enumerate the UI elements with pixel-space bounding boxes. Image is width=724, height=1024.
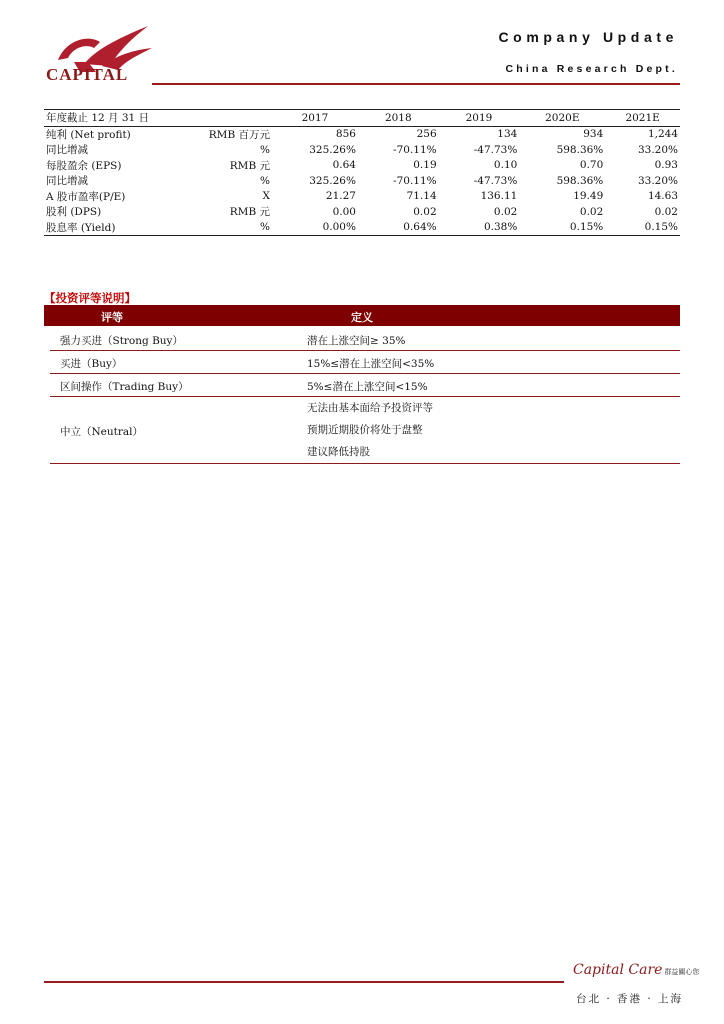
cell-value: 134: [497, 128, 518, 141]
capital-care-logo-cn: 群益關心您: [664, 968, 700, 976]
cell-value: 856: [335, 128, 356, 141]
cell-value: 19.49: [573, 190, 604, 203]
cell-value: 0.02: [579, 205, 604, 218]
rating-row-strong-buy: [50, 330, 680, 351]
rating-name: 买进（Buy）: [60, 358, 123, 370]
table-row: [44, 142, 680, 158]
footer-cities: 台北 · 香港 · 上海: [576, 993, 684, 1005]
year-2019: 2019: [465, 111, 493, 124]
table-row: [44, 173, 680, 189]
row-unit: %: [260, 221, 270, 234]
row-unit: RMB 元: [229, 206, 270, 219]
cell-value: 598.36%: [556, 174, 604, 187]
table-row: [44, 126, 680, 142]
definition-line: 建议降低持股: [307, 446, 370, 458]
rating-definition: 5%≤潜在上涨空间<15%: [307, 381, 428, 393]
cell-value: 598.36%: [556, 143, 604, 156]
financial-summary-table: [44, 109, 680, 236]
year-2017: 2017: [301, 111, 329, 124]
cell-value: 0.15%: [569, 221, 604, 234]
row-label: 股息率 (Yield): [46, 221, 116, 234]
row-unit: %: [260, 143, 270, 156]
cell-value: 325.26%: [309, 174, 356, 187]
cell-value: -47.73%: [473, 174, 518, 187]
rating-table-header: [44, 305, 680, 326]
cell-value: 0.15%: [644, 221, 678, 234]
cell-value: 0.64%: [403, 221, 437, 234]
rating-name: 强力买进（Strong Buy）: [60, 335, 183, 347]
rating-definition: 潜在上涨空间≥ 35%: [307, 335, 406, 347]
header-rule: [152, 83, 680, 85]
cell-value: 33.20%: [637, 143, 678, 156]
table-row: [44, 220, 680, 236]
cell-value: 21.27: [325, 190, 356, 203]
row-label: 纯利 (Net profit): [46, 128, 131, 141]
definition-line: 无法由基本面给予投资评等: [307, 402, 433, 414]
rating-definition: [307, 397, 433, 463]
cell-value: 0.02: [493, 205, 518, 218]
cell-value: -70.11%: [393, 143, 437, 156]
cell-value: 33.20%: [637, 174, 678, 187]
table-header-row: [44, 110, 680, 127]
table-row: [44, 204, 680, 220]
rating-section-title: 【投资评等说明】: [44, 291, 136, 305]
page-title: Company Update: [498, 29, 678, 45]
cell-value: -47.73%: [473, 143, 518, 156]
cell-value: 934: [583, 128, 604, 141]
capital-logo-text: CAPITAL: [46, 65, 129, 84]
cell-value: 0.02: [654, 205, 678, 218]
cell-value: -70.11%: [393, 174, 437, 187]
cell-value: 0.93: [654, 159, 678, 172]
rating-row-neutral: [50, 397, 680, 464]
cell-value: 0.02: [413, 205, 437, 218]
year-2020e: 2020E: [545, 111, 580, 124]
rating-name: 中立（Neutral）: [60, 426, 144, 438]
rating-row-buy: [50, 351, 680, 374]
table-row: [44, 189, 680, 205]
cell-value: 0.70: [579, 159, 604, 172]
row-unit: RMB 元: [229, 159, 270, 172]
year-2018: 2018: [384, 111, 412, 124]
row-label: 同比增减: [46, 175, 88, 188]
capital-care-logo: [573, 962, 699, 978]
rating-column-header: 评等: [101, 311, 123, 324]
definition-column-header: 定义: [351, 311, 373, 324]
cell-value: 0.00: [332, 205, 356, 218]
row-unit: RMB 百万元: [208, 128, 270, 141]
cell-value: 325.26%: [309, 143, 356, 156]
cell-value: 136.11: [480, 190, 518, 203]
row-label: 同比增减: [46, 144, 88, 157]
row-unit: X: [262, 190, 270, 203]
footer-rule: [44, 981, 564, 983]
capital-care-logo-text: Capital Care: [573, 962, 663, 978]
row-label: A 股市盈率(P/E): [46, 190, 126, 203]
row-label: 股利 (DPS): [46, 206, 102, 219]
cell-value: 0.10: [493, 159, 518, 172]
header-unit: [198, 110, 272, 127]
cell-value: 71.14: [406, 190, 437, 203]
page-subtitle: China Research Dept.: [505, 63, 678, 75]
cell-value: 14.63: [647, 190, 678, 203]
year-2021e: 2021E: [625, 111, 660, 124]
cell-value: 0.64: [332, 159, 356, 172]
header-label: 年度截止 12 月 31 日: [46, 112, 150, 125]
rating-definition: 15%≤潜在上涨空间<35%: [307, 358, 435, 370]
row-label: 每股盈余 (EPS): [46, 159, 122, 172]
cell-value: 256: [416, 128, 437, 141]
cell-value: 0.19: [413, 159, 437, 172]
rating-name: 区间操作（Trading Buy）: [60, 381, 189, 393]
cell-value: 1,244: [647, 128, 678, 141]
row-unit: %: [260, 174, 270, 187]
cell-value: 0.38%: [483, 221, 518, 234]
definition-line: 预期近期股价将处于盘整: [307, 424, 423, 436]
cell-value: 0.00%: [322, 221, 356, 234]
rating-row-trading-buy: [50, 374, 680, 397]
table-row: [44, 158, 680, 174]
